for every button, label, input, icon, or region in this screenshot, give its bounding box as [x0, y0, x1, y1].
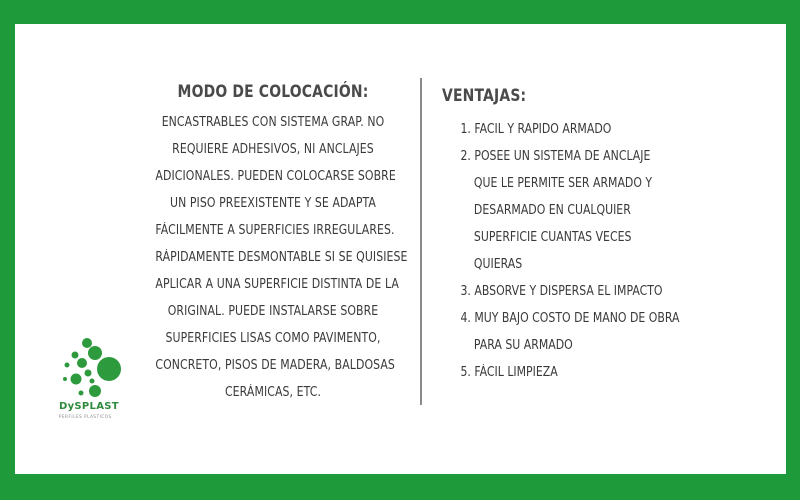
advantage-item: 2. POSEE UN SISTEMA DE ANCLAJE — [460, 149, 651, 164]
installation-line: CERÁMICAS, ETC. — [224, 385, 322, 400]
advantage-item: 5. FÁCIL LIMPIEZA — [460, 365, 558, 380]
installation-line: SUPERFICIES LISAS COMO PAVIMENTO, — [165, 331, 381, 346]
advantage-item-continuation: QUE LE PERMITE SER ARMADO Y — [473, 176, 653, 191]
installation-line: FÁCILMENTE A SUPERFICIES IRREGULARES. — [155, 223, 395, 238]
installation-line: ENCASTRABLES CON SISTEMA GRAP. NO — [161, 115, 385, 130]
installation-line: REQUIERE ADHESIVOS, NI ANCLAJES — [172, 142, 374, 157]
installation-line: ORIGINAL. PUEDE INSTALARSE SOBRE — [167, 304, 379, 319]
advantage-item: 1. FACIL Y RAPIDO ARMADO — [460, 122, 612, 137]
advantage-item-continuation: QUIERAS — [473, 257, 523, 272]
advantages-list — [442, 116, 762, 386]
logo-wordmark: DySPLAST — [59, 401, 119, 412]
installation-line: UN PISO PREEXISTENTE Y SE ADAPTA — [169, 196, 376, 211]
installation-line: RÁPIDAMENTE DESMONTABLE SI SE QUISIESE — [155, 250, 408, 265]
installation-text — [133, 109, 413, 406]
advantages-section — [442, 86, 762, 386]
logo-tagline: PERFILES PLASTICOS — [59, 414, 112, 419]
installation-heading: MODO DE COLOCACIÓN: — [177, 82, 369, 102]
advantage-item-continuation: PARA SU ARMADO — [473, 338, 573, 353]
content-card — [15, 24, 786, 474]
advantage-item-continuation: SUPERFICIE CUANTAS VECES — [473, 230, 632, 245]
advantage-item-continuation: DESARMADO EN CUALQUIER — [473, 203, 631, 218]
installation-section — [133, 82, 413, 406]
advantage-item: 4. MUY BAJO COSTO DE MANO DE OBRA — [460, 311, 680, 326]
advantage-item: 3. ABSORVE Y DISPERSA EL IMPACTO — [460, 284, 663, 299]
vertical-divider — [420, 78, 422, 405]
installation-line: APLICAR A UNA SUPERFICIE DISTINTA DE LA — [155, 277, 399, 292]
installation-line: CONCRETO, PISOS DE MADERA, BALDOSAS — [155, 358, 395, 373]
installation-line: ADICIONALES. PUEDEN COLOCARSE SOBRE — [155, 169, 396, 184]
advantages-heading: VENTAJAS: — [442, 86, 527, 106]
